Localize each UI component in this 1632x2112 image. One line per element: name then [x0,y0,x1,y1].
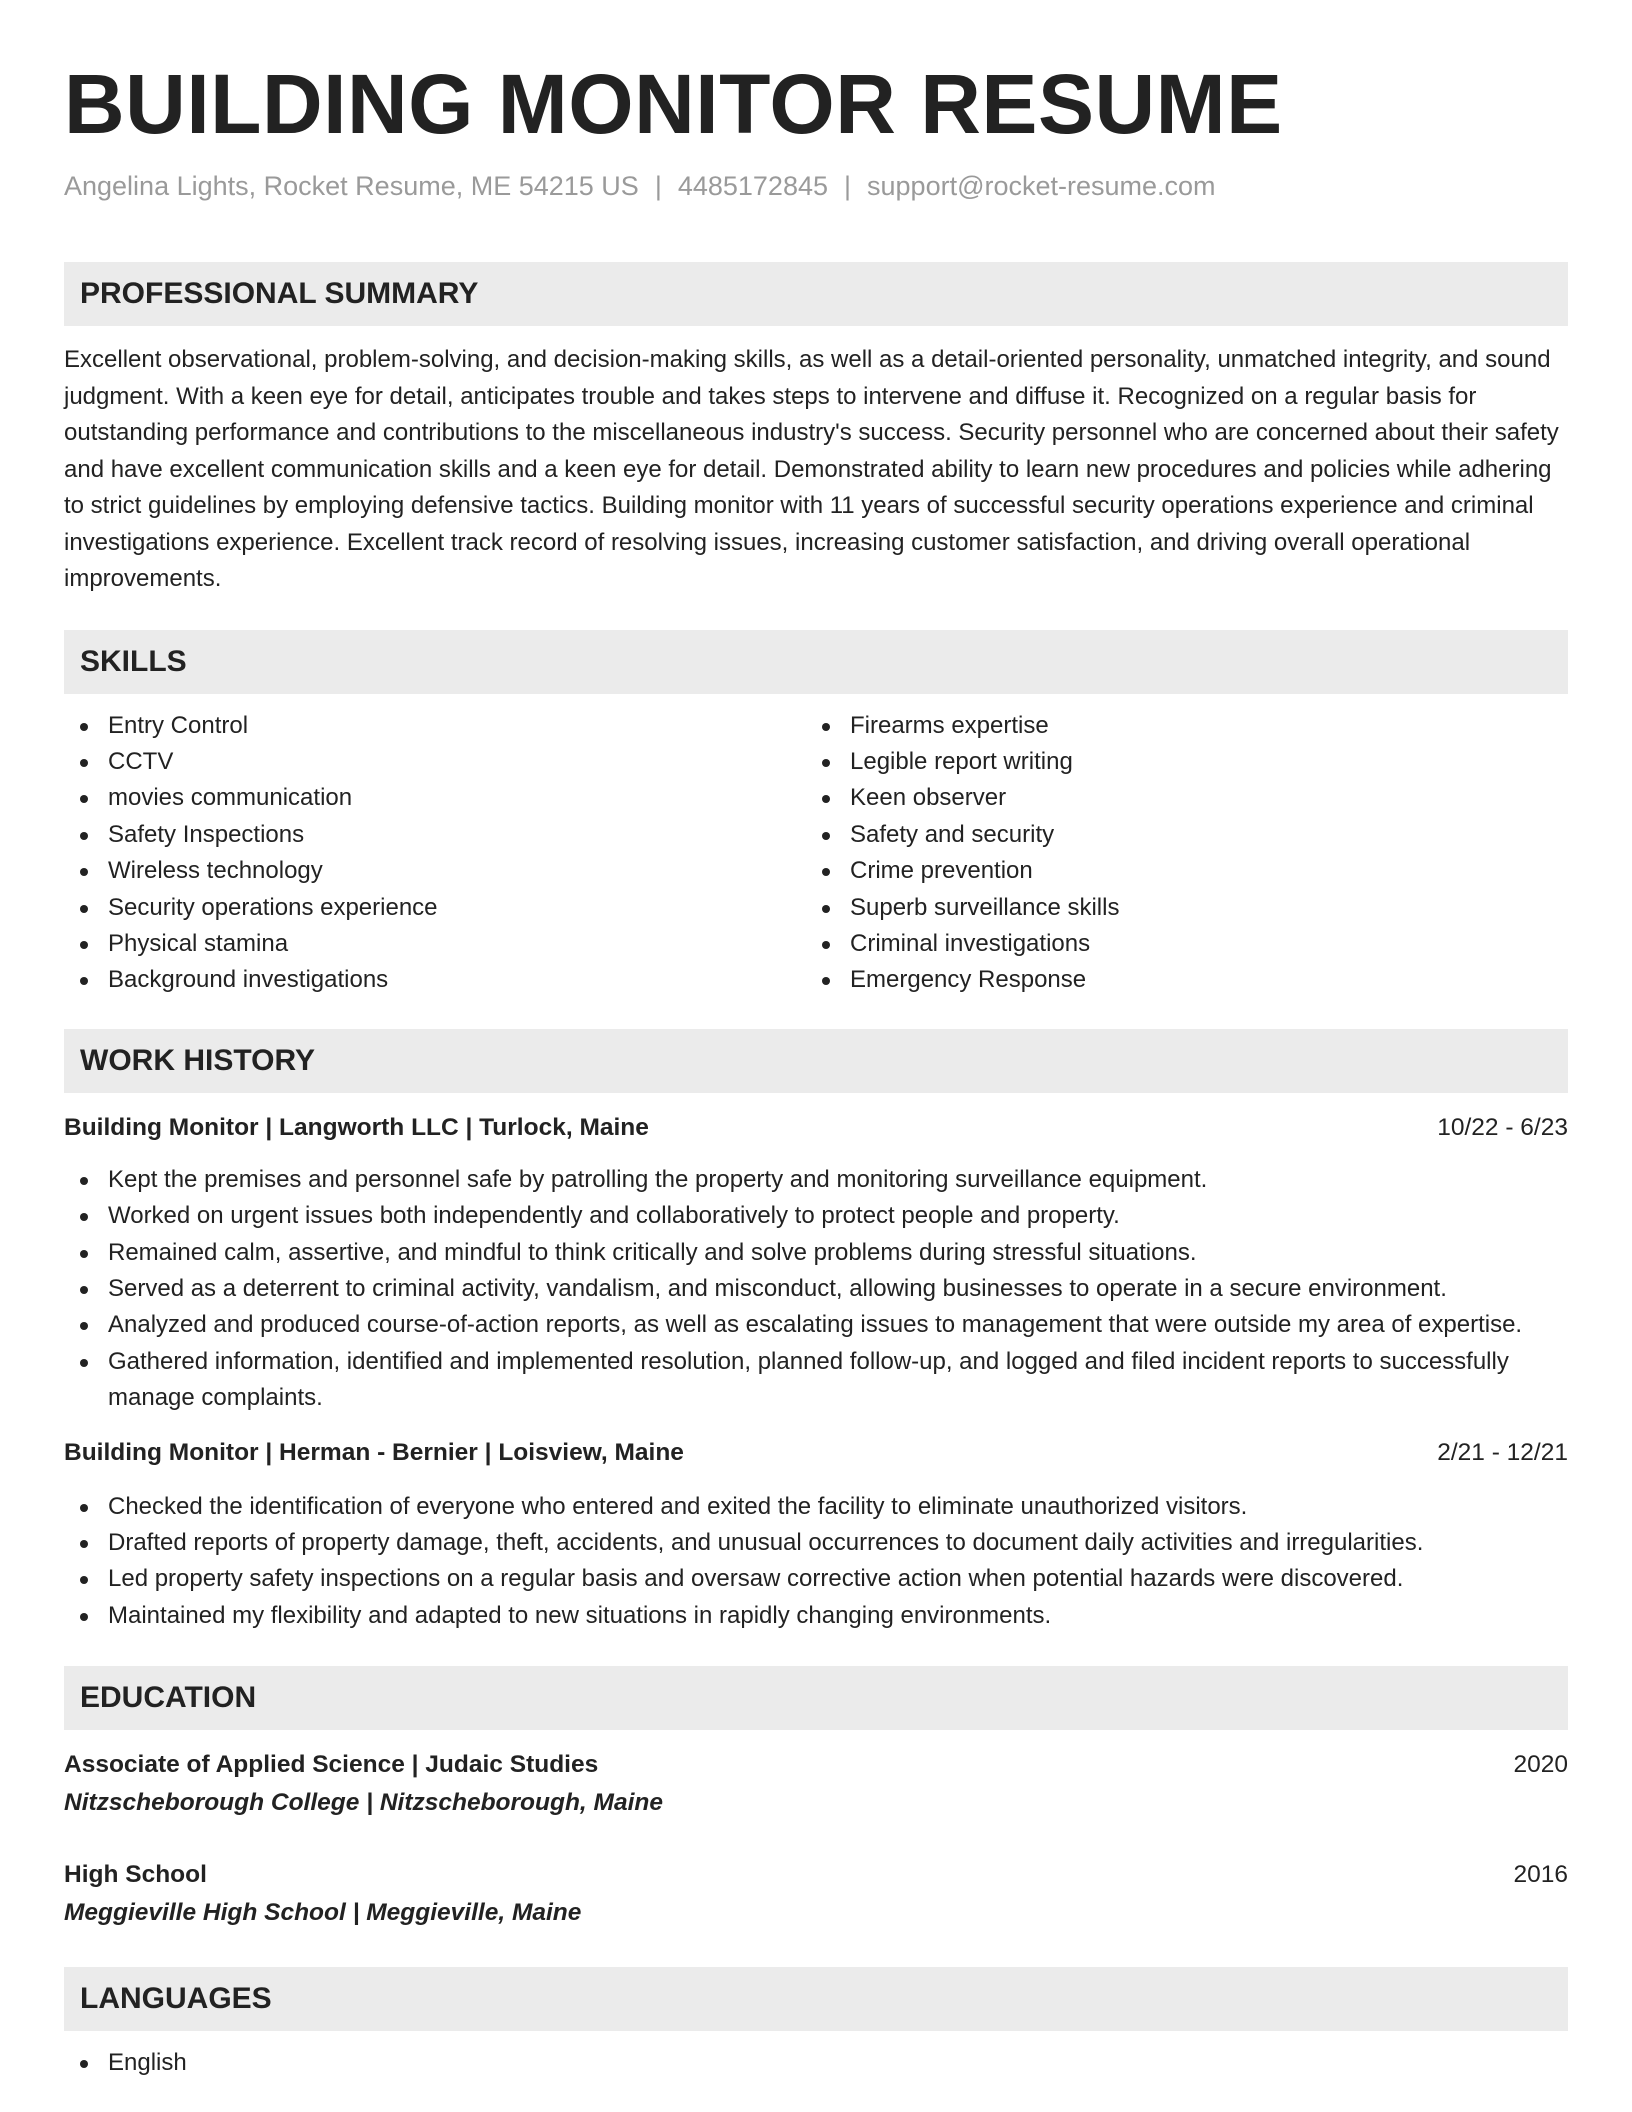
bullet-dot [80,977,88,985]
bullet-dot [822,723,830,731]
job-header [64,1110,1568,1146]
skill-item: Firearms expertise [806,708,1548,744]
education-degree: High School [64,1861,207,1889]
contact-address: Angelina Lights, Rocket Resume, ME 54215 US [64,171,639,201]
education-header [64,1747,1568,1783]
job-header [64,1435,1568,1471]
skill-item: Criminal investigations [806,926,1548,962]
skills-column-left [64,708,806,999]
bullet-dot [80,1613,88,1621]
skills-column-right [806,708,1548,999]
job-bullet: Served as a deterrent to criminal activity, vandalism, and misconduct, allowing businesses to operate in a secure environment. [64,1271,1568,1307]
job-bullet: Kept the premises and personnel safe by patrolling the property and monitoring surveillance equipment. [64,1162,1568,1198]
skill-item: Security operations experience [64,890,806,926]
contact-separator: | [844,171,852,201]
bullet-dot [822,905,830,913]
bullet-dot [80,1250,88,1258]
bullet-dot [80,2060,88,2068]
contact-line [64,168,1568,204]
bullet-dot [80,832,88,840]
education-degree: Associate of Applied Science | Judaic Studies [64,1751,599,1779]
bullet-dot [80,1576,88,1584]
education-school: Nitzscheborough College | Nitzscheborough, Maine [64,1789,663,1817]
job-bullet: Led property safety inspections on a regular basis and oversaw corrective action when potential hazards were discovered. [64,1561,1568,1597]
contact-email: support@rocket-resume.com [867,171,1216,201]
education-header [64,1857,1568,1893]
bullet-dot [822,832,830,840]
skill-item: Wireless technology [64,853,806,889]
job-bullets [64,1162,1568,1417]
language-item: English [64,2045,1568,2081]
skill-item: Background investigations [64,962,806,998]
skill-item: Safety and security [806,817,1548,853]
skill-item: Safety Inspections [64,817,806,853]
languages-heading: LANGUAGES [64,1967,1568,2031]
skill-item: Keen observer [806,780,1548,816]
job-dates: 10/22 - 6/23 [1437,1113,1568,1141]
bullet-dot [822,759,830,767]
bullet-dot [80,1213,88,1221]
job-bullet: Maintained my flexibility and adapted to new situations in rapidly changing environments. [64,1598,1568,1634]
skill-item: Superb surveillance skills [806,890,1548,926]
job-bullet: Remained calm, assertive, and mindful to think critically and solve problems during stressful situations. [64,1235,1568,1271]
summary-text: Excellent observational, problem-solving, and decision-making skills, as well as a detail-oriented personality, unmatched integrity, and sound judgment. With a keen eye for detail, anticipates trouble and takes steps to intervene and diffuse it. Recognized on a regular basis for outstanding performance and contributions to the miscellaneous industry's success. Security personnel who are concerned about their safety and have excellent communication skills and a keen eye for detail. Demonstrated ability to learn new procedures and policies while adhering to strict guidelines by employing defensive tactics. Building monitor with 11 years of successful security operations experience and criminal investigations experience. Excellent track record of resolving issues, increasing customer satisfaction, and driving overall operational improvements. [64,346,1559,592]
bullet-dot [822,941,830,949]
bullet-dot [822,795,830,803]
resume-page [64,0,1568,2082]
bullet-dot [822,977,830,985]
skill-item: Entry Control [64,708,806,744]
job-title: Building Monitor | Herman - Bernier | Loisview, Maine [64,1438,684,1466]
bullet-dot [80,868,88,876]
work-heading: WORK HISTORY [64,1029,1568,1093]
bullet-dot [80,795,88,803]
bullet-dot [80,1540,88,1548]
contact-separator: | [654,171,662,201]
skills-grid [64,708,1568,999]
skill-item: Crime prevention [806,853,1548,889]
bullet-dot [80,1286,88,1294]
skill-item: Legible report writing [806,744,1548,780]
bullet-dot [80,1322,88,1330]
contact-phone: 4485172845 [677,171,828,201]
job-bullets [64,1489,1568,1635]
job-title: Building Monitor | Langworth LLC | Turlock, Maine [64,1113,649,1141]
education-year: 2020 [1513,1751,1568,1779]
job-dates: 2/21 - 12/21 [1437,1438,1568,1466]
education-heading: EDUCATION [64,1666,1568,1730]
skill-item: Physical stamina [64,926,806,962]
bullet-dot [80,723,88,731]
skill-item: Emergency Response [806,962,1548,998]
job-bullet: Gathered information, identified and implemented resolution, planned follow-up, and logged and filed incident reports to successfully manage complaints. [64,1344,1568,1417]
job-bullet: Checked the identification of everyone who entered and exited the facility to eliminate unauthorized visitors. [64,1489,1568,1525]
bullet-dot [80,759,88,767]
skills-heading: SKILLS [64,630,1568,694]
bullet-dot [80,905,88,913]
languages-list [64,2045,1568,2081]
education-year: 2016 [1513,1861,1568,1889]
bullet-dot [80,1504,88,1512]
education-school: Meggieville High School | Meggieville, Maine [64,1899,582,1927]
summary-heading: PROFESSIONAL SUMMARY [64,262,1568,326]
job-bullet: Drafted reports of property damage, theft, accidents, and unusual occurrences to document daily activities and irregularities. [64,1525,1568,1561]
bullet-dot [80,1359,88,1367]
bullet-dot [822,868,830,876]
job-bullet: Worked on urgent issues both independently and collaboratively to protect people and property. [64,1198,1568,1234]
skill-item: CCTV [64,744,806,780]
skill-item: movies communication [64,780,806,816]
bullet-dot [80,1177,88,1185]
job-bullet: Analyzed and produced course-of-action reports, as well as escalating issues to management that were outside my area of expertise. [64,1307,1568,1343]
resume-title: BUILDING MONITOR RESUME [64,57,1283,151]
bullet-dot [80,941,88,949]
